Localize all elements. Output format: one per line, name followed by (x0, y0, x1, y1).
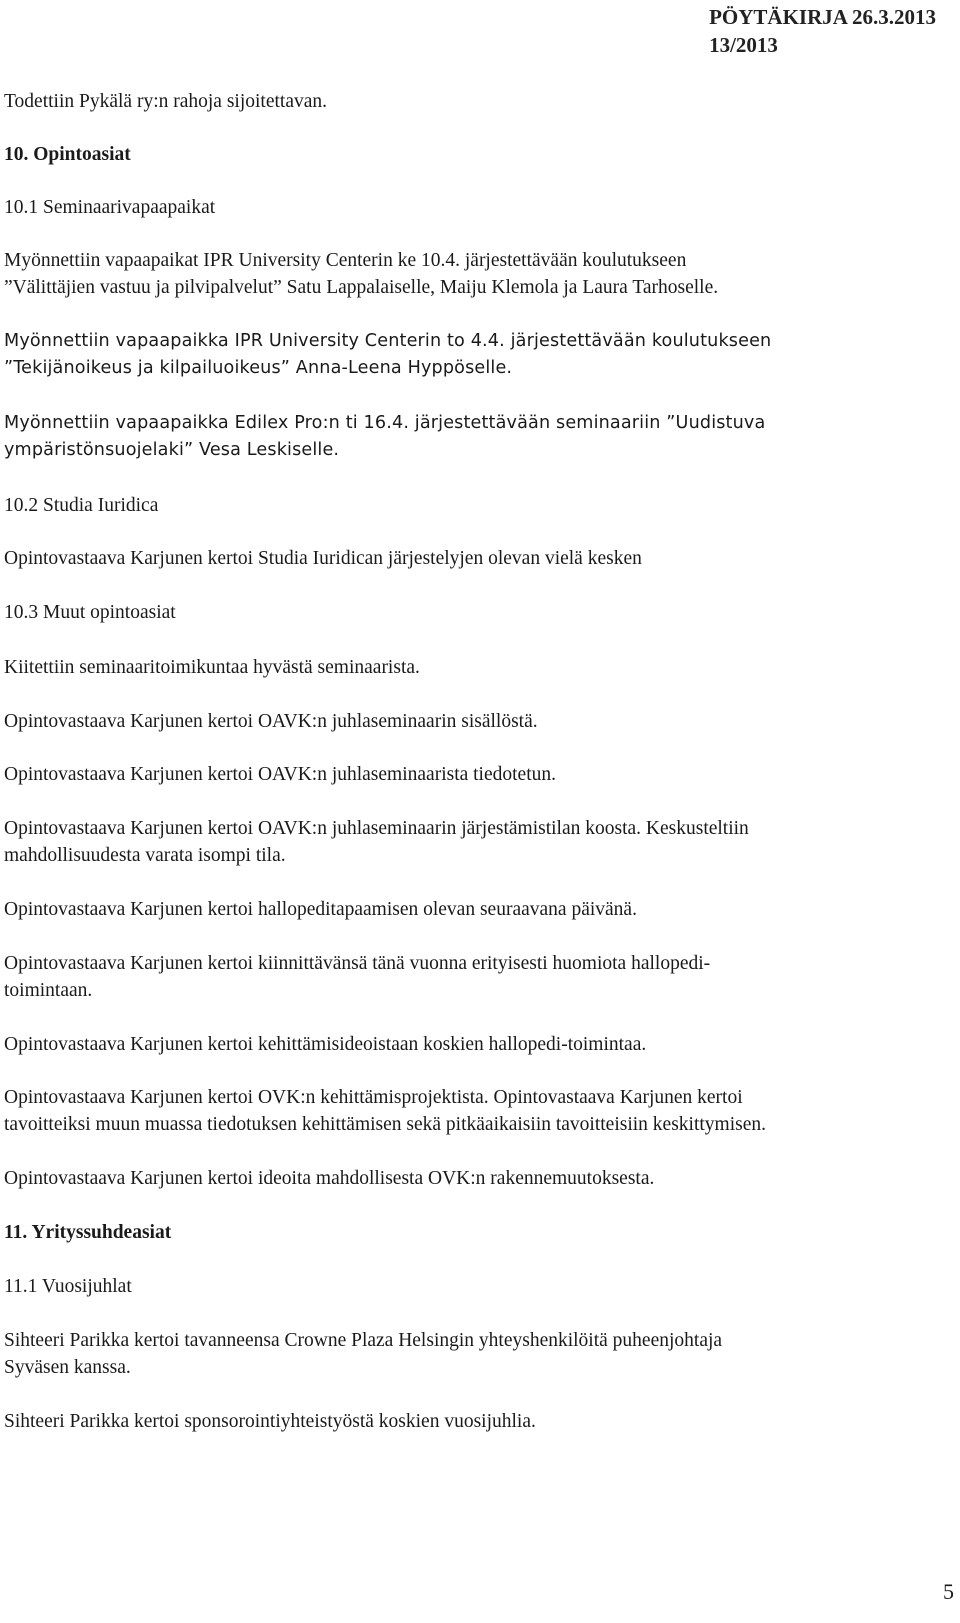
text-line: mahdollisuudesta varata isompi tila. (4, 845, 286, 866)
text-line: Kiitettiin seminaaritoimikuntaa hyvästä seminaarista. (4, 657, 420, 678)
text-line: Myönnettiin vapaapaikat IPR University Centerin ke 10.4. järjestettävään koulutukseen (4, 250, 687, 271)
text-line: Sihteeri Parikka kertoi tavanneensa Crowne Plaza Helsingin yhteyshenkilöitä puheenjohtaja (4, 1330, 723, 1351)
text-line: Syväsen kanssa. (4, 1357, 131, 1378)
text-line: toimintaan. (4, 980, 93, 1001)
section-heading: 11. Yrityssuhdeasiat (4, 1222, 172, 1243)
text-line: Opintovastaava Karjunen kertoi kiinnittävänsä tänä vuonna erityisesti huomiota hallopedi- (4, 953, 711, 974)
document-header (709, 3, 936, 59)
text-line: Opintovastaava Karjunen kertoi ideoita mahdollisesta OVK:n rakennemuutoksesta. (4, 1168, 655, 1189)
text-line: 11.1 Vuosijuhlat (4, 1276, 132, 1297)
text-line: Myönnettiin vapaapaikka Edilex Pro:n ti 16.4. järjestettävään seminaariin ”Uudistuva (4, 413, 766, 433)
text-line: Opintovastaava Karjunen kertoi OVK:n kehittämisprojektista. Opintovastaava Karjunen kertoi (4, 1087, 743, 1108)
text-line: ”Välittäjien vastuu ja pilvipalvelut” Satu Lappalaiselle, Maiju Klemola ja Laura Tarhoselle. (4, 277, 719, 298)
header-number: 13/2013 (709, 33, 778, 57)
text-line: Myönnettiin vapaapaikka IPR University Centerin to 4.4. järjestettävään koulutukseen (4, 331, 772, 351)
text-line: 10.1 Seminaarivapaapaikat (4, 197, 216, 218)
text-line: Opintovastaava Karjunen kertoi OAVK:n juhlaseminaarin järjestämistilan koosta. Keskusteltiin (4, 818, 749, 839)
text-line: ”Tekijänoikeus ja kilpailuoikeus” Anna-Leena Hyppöselle. (4, 358, 513, 378)
text-line: Opintovastaava Karjunen kertoi kehittämisideoistaan koskien hallopedi-toimintaa. (4, 1034, 647, 1055)
section-heading: 10. Opintoasiat (4, 144, 131, 165)
text-line: ympäristönsuojelaki” Vesa Leskiselle. (4, 440, 340, 460)
text-line: Opintovastaava Karjunen kertoi Studia Iuridican järjestelyjen olevan vielä kesken (4, 548, 642, 569)
text-line: Opintovastaava Karjunen kertoi hallopeditapaamisen olevan seuraavana päivänä. (4, 899, 637, 920)
text-line: Opintovastaava Karjunen kertoi OAVK:n juhlaseminaarin sisällöstä. (4, 711, 538, 732)
text-line: 10.3 Muut opintoasiat (4, 602, 176, 623)
text-line: Todettiin Pykälä ry:n rahoja sijoitettavan. (4, 91, 328, 112)
text-line: tavoitteiksi muun muassa tiedotuksen kehittämisen sekä pitkäaikaisiin tavoitteisiin keskittymisen. (4, 1114, 767, 1135)
header-title: PÖYTÄKIRJA 26.3.2013 (709, 5, 936, 29)
text-line: Sihteeri Parikka kertoi sponsorointiyhteistyöstä koskien vuosijuhlia. (4, 1411, 536, 1432)
text-line: 10.2 Studia Iuridica (4, 495, 159, 516)
text-line: Opintovastaava Karjunen kertoi OAVK:n juhlaseminaarista tiedotetun. (4, 764, 556, 785)
page-number: 5 (943, 1579, 954, 1604)
